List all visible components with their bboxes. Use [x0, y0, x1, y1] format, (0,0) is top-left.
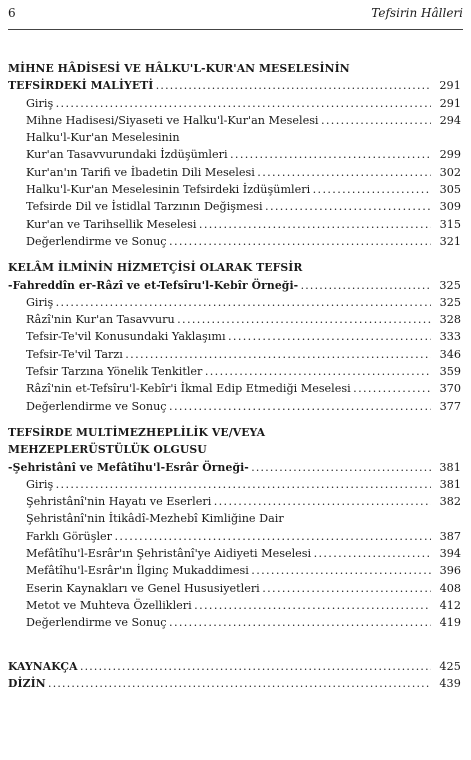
toc-entry-page-number: 328: [439, 313, 461, 327]
toc-entry-page-number: 394: [439, 547, 461, 561]
section-heading-line: [0, 459, 471, 476]
toc-entry-page-number: 305: [439, 183, 461, 197]
section-heading-line-title: MİHNE HÂDİSESİ VE HÂLKU'L-KUR'AN MESELESİNİN: [8, 62, 350, 75]
section-spacer: [0, 415, 471, 424]
toc-entry: [0, 476, 471, 493]
toc-entry-title: Kur'an Tasavvurundaki İzdüşümleri . . .: [26, 146, 431, 163]
toc-entry: [0, 198, 471, 215]
toc-entry: [0, 363, 471, 380]
toc-entry-title: Farklı Görüşler . . .: [26, 528, 431, 545]
toc-entry-title: Değerlendirme ve Sonuç . . .: [26, 398, 431, 415]
toc-entry: [0, 597, 471, 614]
toc-entry-page-number: 291: [439, 96, 461, 110]
toc-entry-title: Değerlendirme ve Sonuç . . .: [26, 233, 431, 250]
toc-entry-title: Değerlendirme ve Sonuç . . .: [26, 614, 431, 631]
section-heading-line: [0, 277, 471, 294]
table-of-contents: [0, 60, 471, 692]
toc-entry-title: Kur'an'ın Tarifi ve İbadetin Dili Meselesi . . .: [26, 164, 431, 181]
toc-entry-page-number: 396: [439, 564, 461, 578]
toc-entry-page-number: 309: [439, 200, 461, 214]
toc-entry: [0, 580, 471, 597]
toc-entry-title: Giriş . . .: [26, 95, 431, 112]
backmatter-entry-title: KAYNAKÇA . . .: [8, 658, 431, 675]
toc-entry: [0, 614, 471, 631]
toc-entry-title: Kur'an ve Tarihsellik Meselesi . . .: [26, 216, 431, 233]
backmatter-entry: [0, 675, 471, 692]
section-heading-line-title: KELÂM İLMİNİN HİZMETÇİSİ OLARAK TEFSİR: [8, 261, 303, 275]
toc-entry-page-number: 346: [439, 347, 461, 361]
section-heading-line: [0, 441, 471, 458]
toc-entry-title: Mefâtîhu'l-Esrâr'ın Şehristânî'ye Aidiyeti Meselesi . . .: [26, 545, 431, 562]
header-divider: [8, 29, 463, 30]
running-title: Tefsirin Hâlleri: [371, 6, 463, 20]
toc-entry-title: Mefâtîhu'l-Esrâr'ın İlginç Mukaddimesi . . .: [26, 562, 431, 579]
toc-entry: [0, 95, 471, 112]
toc-entry: [0, 181, 471, 198]
toc-entry: [0, 493, 471, 510]
toc-entry-page-number: 387: [439, 529, 461, 543]
toc-entry: [0, 112, 471, 129]
toc-entry-title: Şehristânî'nin İtikâdî-Mezhebî Kimliğine Dair: [26, 512, 284, 526]
section-heading-line-title: MEHZEPLERÜSTÜLÜK OLGUSU: [8, 443, 207, 457]
toc-entry-page-number: 359: [439, 365, 461, 379]
section-heading-line-title: TEFSİRDEKİ MALİYETİ . . .: [8, 77, 431, 94]
toc-entry: [0, 380, 471, 397]
toc-entry-title: Halku'l-Kur'an Meselesinin Tefsirdeki İzdüşümleri . . .: [26, 181, 431, 198]
toc-entry: [0, 233, 471, 250]
toc-entry-page-number: 315: [439, 217, 461, 231]
section-spacer: [0, 250, 471, 259]
toc-entry-page-number: 321: [439, 234, 461, 248]
toc-entry: [0, 398, 471, 415]
toc-entry: [0, 562, 471, 579]
toc-entry-title: Râzî'nin Kur'an Tasavvuru . . .: [26, 311, 431, 328]
toc-entry: [0, 164, 471, 181]
toc-entry: [0, 545, 471, 562]
section-heading-line: [0, 60, 471, 77]
backmatter-spacer: [0, 632, 471, 658]
toc-entry: [0, 129, 471, 146]
toc-entry: [0, 346, 471, 363]
section-heading-line-title: -Fahreddîn er-Râzî ve et-Tefsîru'l-Kebîr Örneği- . . .: [8, 277, 431, 294]
toc-entry: [0, 146, 471, 163]
toc-entry-page-number: 412: [439, 598, 461, 612]
toc-entry: [0, 216, 471, 233]
section-heading-line-page-number: 291: [439, 79, 461, 93]
toc-entry-title: Tefsirde Dil ve İstidlal Tarzının Değişmesi . . .: [26, 198, 431, 215]
toc-entry-title: Tefsir-Te'vil Tarzı . . .: [26, 346, 431, 363]
backmatter-entry-title: DİZİN . . .: [8, 675, 431, 692]
toc-entry-title: Tefsir Tarzına Yönelik Tenkitler . . .: [26, 363, 431, 380]
toc-entry-page-number: 381: [439, 477, 461, 491]
toc-entry-page-number: 370: [439, 382, 461, 396]
section-heading-line-title: -Şehristânî ve Mefâtîhu'l-Esrâr Örneği- . . .: [8, 459, 431, 476]
toc-entry-title: Giriş . . .: [26, 476, 431, 493]
page-number: 6: [8, 6, 16, 20]
toc-entry-title: Tefsir-Te'vil Konusundaki Yaklaşımı . . .: [26, 328, 431, 345]
section-heading-line-title: TEFSİRDE MULTİMEZHEPLİLİK VE/VEYA: [8, 425, 266, 439]
toc-entry-page-number: 294: [439, 113, 461, 127]
section-heading-line: [0, 424, 471, 441]
backmatter-entry-page-number: 425: [439, 659, 461, 673]
toc-entry: [0, 528, 471, 545]
section-heading-line-page-number: 325: [439, 278, 461, 292]
toc-entry-title: Eserin Kaynakları ve Genel Hususiyetleri . . .: [26, 580, 431, 597]
toc-entry-title: Râzî'nin et-Tefsîru'l-Kebîr'i İkmal Edip Etmediği Meselesi . . .: [26, 380, 431, 397]
toc-entry-page-number: 382: [439, 495, 461, 509]
section-heading-line: [0, 259, 471, 276]
section-heading-line-page-number: 381: [439, 460, 461, 474]
toc-entry-page-number: 377: [439, 399, 461, 413]
toc-entry-page-number: 325: [439, 295, 461, 309]
backmatter-entry: [0, 658, 471, 675]
toc-entry-page-number: 302: [439, 165, 461, 179]
toc-entry: [0, 294, 471, 311]
toc-entry: [0, 311, 471, 328]
toc-entry-page-number: 299: [439, 148, 461, 162]
toc-entry-title: Giriş . . .: [26, 294, 431, 311]
toc-entry-page-number: 333: [439, 330, 461, 344]
toc-entry-title: Metot ve Muhteva Özellikleri . . .: [26, 597, 431, 614]
toc-entry-page-number: 408: [439, 581, 461, 595]
toc-entry-title: Şehristânî'nin Hayatı ve Eserleri . . .: [26, 493, 431, 510]
toc-entry-page-number: 419: [439, 616, 461, 630]
toc-entry-title: Halku'l-Kur'an Meselesinin: [26, 131, 180, 145]
backmatter-entry-page-number: 439: [439, 676, 461, 690]
toc-entry: [0, 328, 471, 345]
toc-entry-title: Mihne Hadisesi/Siyaseti ve Halku'l-Kur'an Meselesi . . .: [26, 112, 431, 129]
toc-entry: [0, 510, 471, 527]
section-heading-line: [0, 77, 471, 94]
